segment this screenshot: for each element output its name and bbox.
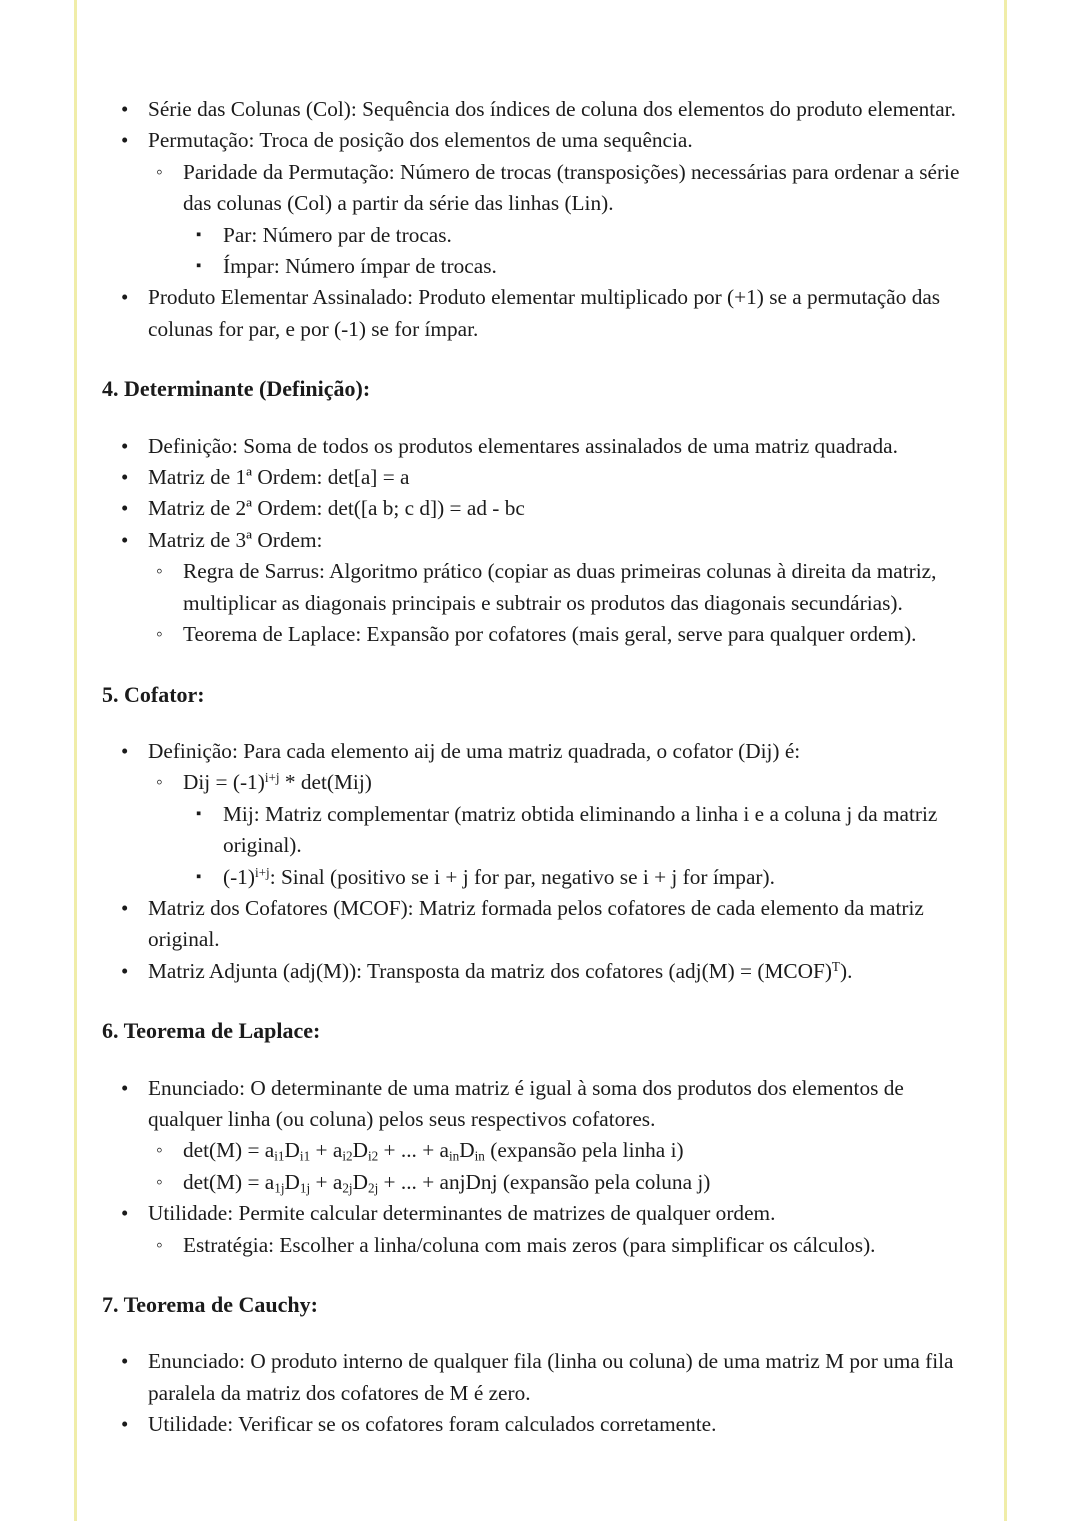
item-text: [148, 528, 322, 552]
list-item: [102, 799, 964, 862]
bullet-marker-icon: ▪: [196, 805, 202, 822]
text-segment: : Sinal (positivo se i + j for par, negativo se i + j for ímpar).: [269, 864, 775, 889]
text-segment: 2j: [367, 1180, 379, 1196]
section-heading: 5. Cofator:: [102, 681, 205, 707]
text-segment: + ... + a: [378, 1138, 449, 1163]
bullet-marker-icon: ◦: [156, 1171, 163, 1193]
text-segment: Matriz de 1ª Ordem: det[a] = a: [148, 465, 410, 490]
bullet-marker-icon: ◦: [156, 561, 163, 583]
text-segment: Enunciado: O produto interno de qualquer fila (linha ou coluna) de uma matriz M por uma fila paralela da matriz dos cofatores de M é zero.: [148, 1349, 954, 1405]
bullet-marker-icon: •: [121, 1075, 129, 1100]
text-segment: Matriz Adjunta (adj(M)): Transposta da matriz dos cofatores (adj(M) = (MCOF): [148, 958, 832, 983]
item-text: [148, 496, 525, 520]
text-segment: Matriz dos Cofatores (MCOF): Matriz formada pelos cofatores de cada elemento da matriz original.: [148, 895, 924, 952]
text-segment: Ímpar: Número ímpar de trocas.: [223, 254, 497, 279]
item-text: [223, 802, 937, 857]
text-segment: D: [459, 1138, 475, 1163]
item-text: [183, 160, 959, 215]
item-text: [148, 1412, 716, 1436]
bullet-marker-icon: ◦: [156, 1140, 163, 1162]
text-segment: Matriz de 2ª Ordem: det([a b; c d]) = ad - bc: [148, 496, 525, 521]
text-segment: Estratégia: Escolher a linha/coluna com mais zeros (para simplificar os cálculos).: [183, 1232, 876, 1257]
text-segment: Definição: Para cada elemento aij de uma matriz quadrada, o cofator (Dij) é:: [148, 738, 801, 763]
item-text: [223, 865, 775, 889]
text-segment: Definição: Soma de todos os produtos elementares assinalados de uma matriz quadrada.: [148, 433, 898, 458]
list-item: [102, 251, 964, 282]
list-item: [102, 736, 964, 767]
text-segment: i1: [299, 1148, 311, 1164]
text-segment: i2: [367, 1148, 379, 1164]
text-segment: + a: [310, 1138, 343, 1163]
list-item: [102, 893, 964, 956]
text-segment: * det(Mij): [279, 770, 372, 795]
text-segment: Utilidade: Permite calcular determinantes de matrizes de qualquer ordem.: [148, 1201, 776, 1226]
list-item: [102, 556, 964, 619]
bullet-marker-icon: ▪: [196, 868, 202, 885]
list-item: [102, 1409, 964, 1440]
list-item: [102, 282, 964, 345]
item-text: [148, 1076, 904, 1131]
text-segment: Paridade da Permutação: Número de trocas (transposições) necessárias para ordenar a série das colunas (Col) a partir da série das linhas (Lin).: [183, 159, 960, 216]
item-text: [183, 622, 917, 646]
text-segment: 1j: [274, 1180, 285, 1196]
notes-content: [102, 94, 964, 1441]
bullet-marker-icon: •: [121, 1412, 129, 1437]
text-segment: Produto Elementar Assinalado: Produto elementar multiplicado por (+1) se a permutação das colunas for par, e por (-1) se for ímpar.: [148, 285, 941, 341]
item-text: [183, 1138, 684, 1162]
list-item: [102, 94, 964, 125]
section-heading: 6. Teorema de Laplace:: [102, 1018, 321, 1044]
list-item: [102, 462, 964, 493]
item-text: [148, 128, 693, 152]
item-text: [183, 559, 936, 614]
item-text: [148, 896, 924, 951]
text-segment: Teorema de Laplace: Expansão por cofatores (mais geral, serve para qualquer ordem).: [183, 622, 917, 647]
list-item: [102, 493, 964, 524]
bullet-marker-icon: •: [121, 433, 129, 458]
item-text: [148, 1349, 954, 1404]
text-segment: 1j: [299, 1180, 311, 1196]
list-item: [102, 157, 964, 220]
text-segment: D: [352, 1169, 368, 1194]
left-border-line: [74, 0, 77, 1521]
item-text: [148, 465, 410, 489]
text-segment: i1: [274, 1148, 285, 1164]
text-segment: (-1): [223, 864, 255, 889]
bullet-marker-icon: •: [121, 285, 129, 310]
item-text: [183, 770, 372, 794]
item-text: [223, 254, 497, 278]
text-segment: i+j: [254, 864, 270, 880]
item-text: [148, 285, 940, 340]
text-segment: in: [448, 1148, 460, 1164]
text-segment: D: [352, 1138, 368, 1163]
bullet-marker-icon: •: [121, 1349, 129, 1374]
text-segment: 2j: [342, 1180, 353, 1196]
text-segment: Permutação: Troca de posição dos elementos de uma sequência.: [148, 128, 693, 153]
text-segment: + a: [310, 1169, 343, 1194]
list-item: [102, 431, 964, 462]
item-text: [148, 1201, 775, 1225]
list-item: [102, 619, 964, 650]
list-item: [102, 220, 964, 251]
item-text: [148, 739, 800, 763]
text-segment: i2: [342, 1148, 353, 1164]
list-item: [102, 956, 964, 987]
list-item: [102, 125, 964, 156]
section-heading: 4. Determinante (Definição):: [102, 376, 371, 402]
item-text: [148, 959, 852, 983]
item-text: [148, 97, 956, 121]
list-item: [102, 767, 964, 798]
text-segment: Par: Número par de trocas.: [223, 222, 452, 247]
bullet-marker-icon: •: [121, 465, 129, 490]
bullet-marker-icon: •: [121, 97, 129, 121]
text-segment: + ... + anjDnj (expansão pela coluna j): [378, 1169, 711, 1194]
list-item: [102, 1198, 964, 1229]
text-segment: D: [284, 1169, 300, 1194]
text-segment: Regra de Sarrus: Algoritmo prático (copiar as duas primeiras colunas à direita da matriz, multiplicar as diagonais principais e subtrair os produtos das diagonais secundárias).: [183, 559, 937, 615]
bullet-marker-icon: •: [121, 738, 129, 763]
bullet-marker-icon: •: [121, 496, 129, 521]
bullet-marker-icon: •: [121, 128, 129, 153]
bullet-marker-icon: •: [121, 958, 129, 983]
list-item: [102, 1346, 964, 1409]
text-segment: D: [284, 1138, 300, 1163]
section-heading: 7. Teorema de Cauchy:: [102, 1292, 318, 1317]
item-text: [148, 434, 898, 458]
text-segment: Matriz de 3ª Ordem:: [148, 527, 323, 552]
bullet-marker-icon: ▪: [196, 226, 202, 243]
right-border-line: [1004, 0, 1007, 1521]
item-text: [223, 223, 452, 247]
text-segment: Enunciado: O determinante de uma matriz é igual à soma dos produtos dos elementos de qualquer linha (ou coluna) pelos seus respectivos cofatores.: [148, 1075, 904, 1131]
text-segment: T: [831, 958, 840, 974]
list-item: [102, 1135, 964, 1166]
text-segment: Dij = (-1): [183, 770, 265, 795]
bullet-marker-icon: •: [121, 895, 129, 920]
list-item: [102, 1073, 964, 1136]
text-segment: det(M) = a: [183, 1138, 275, 1163]
bullet-marker-icon: ◦: [156, 1234, 163, 1256]
text-segment: Utilidade: Verificar se os cofatores foram calculados corretamente.: [148, 1412, 717, 1437]
bullet-marker-icon: •: [121, 1201, 129, 1226]
text-segment: in: [474, 1148, 485, 1164]
text-segment: det(M) = a: [183, 1169, 275, 1194]
text-segment: ).: [839, 958, 853, 983]
list-item: [102, 862, 964, 893]
text-segment: Mij: Matriz complementar (matriz obtida eliminando a linha i e a coluna j da matriz original).: [223, 801, 938, 858]
list-item: [102, 525, 964, 556]
bullet-marker-icon: •: [121, 527, 129, 552]
text-segment: i+j: [264, 770, 280, 786]
item-text: [183, 1170, 710, 1194]
bullet-marker-icon: ◦: [156, 624, 163, 646]
bullet-marker-icon: ◦: [156, 772, 163, 794]
text-segment: (expansão pela linha i): [484, 1138, 684, 1163]
text-segment: Série das Colunas (Col): Sequência dos índices de coluna dos elementos do produto elementar.: [148, 97, 956, 121]
item-text: [183, 1233, 875, 1257]
list-item: [102, 1167, 964, 1198]
list-item: [102, 1230, 964, 1261]
bullet-marker-icon: ◦: [156, 161, 163, 183]
bullet-marker-icon: ▪: [196, 258, 202, 275]
